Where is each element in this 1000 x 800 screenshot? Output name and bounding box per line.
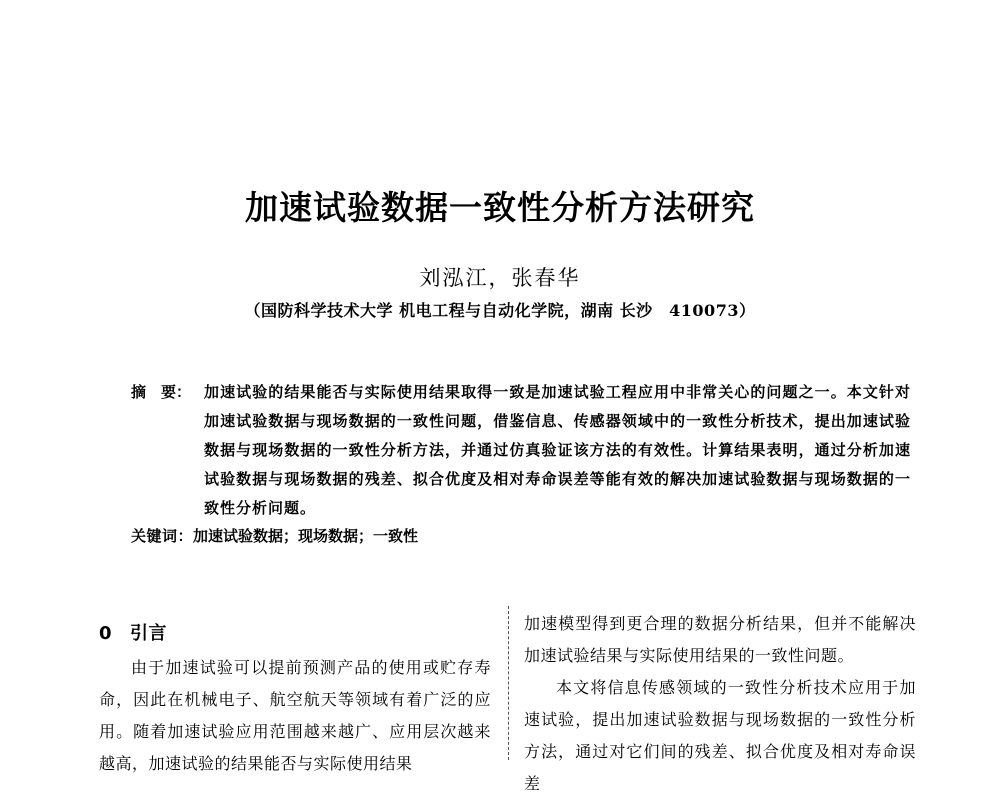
abstract-label: 摘 要： [131, 383, 192, 401]
section-number: 0 [99, 623, 113, 644]
section-heading [99, 616, 491, 652]
keywords-text: 加速试验数据；现场数据；一致性 [193, 527, 419, 545]
paper-title: 加速试验数据一致性分析方法研究 [245, 188, 755, 227]
keywords-label: 关键词： [131, 527, 194, 545]
continued-paragraph: 加速模型得到更合理的数据分析结果，但并不能解决加速试验结果与实际使用结果的一致性问题。 [524, 614, 916, 665]
intro-paragraph: 由于加速试验可以提前预测产品的使用或贮存寿命，因此在机械电子、航空航天等领域有着广泛的应用。随着加速试验应用范围越来越广、应用层次越来越高，加速试验的结果能否与实际使用结果 [99, 658, 491, 773]
keywords-block [131, 522, 911, 551]
section-title: 引言 [130, 623, 168, 644]
left-column [99, 616, 491, 780]
column-divider [508, 606, 509, 760]
paper-authors: 刘泓江，张春华 [419, 266, 581, 290]
right-column [524, 608, 916, 800]
abstract-text: 加速试验的结果能否与实际使用结果取得一致是加速试验工程应用中非常关心的问题之一。本文针对加速试验数据与现场数据的一致性问题，借鉴信息、传感器领域中的一致性分析技术，提出加速试验数据与现场数据的一致性分析方法，并通过仿真验证该方法的有效性。计算结果表明，通过分析加速试验数据与现场数据的残差、拟合优度及相对寿命误差等能有效的解决加速试验数据与现场数据的一致性分析问题。 [204, 383, 911, 517]
method-paragraph: 本文将信息传感领域的一致性分析技术应用于加速试验，提出加速试验数据与现场数据的一致性分析方法，通过对它们间的残差、拟合优度及相对寿命误差 [524, 678, 916, 793]
paper-affiliation: （国防科学技术大学 机电工程与自动化学院，湖南 长沙 410073） [244, 301, 756, 320]
abstract-block [131, 378, 911, 523]
